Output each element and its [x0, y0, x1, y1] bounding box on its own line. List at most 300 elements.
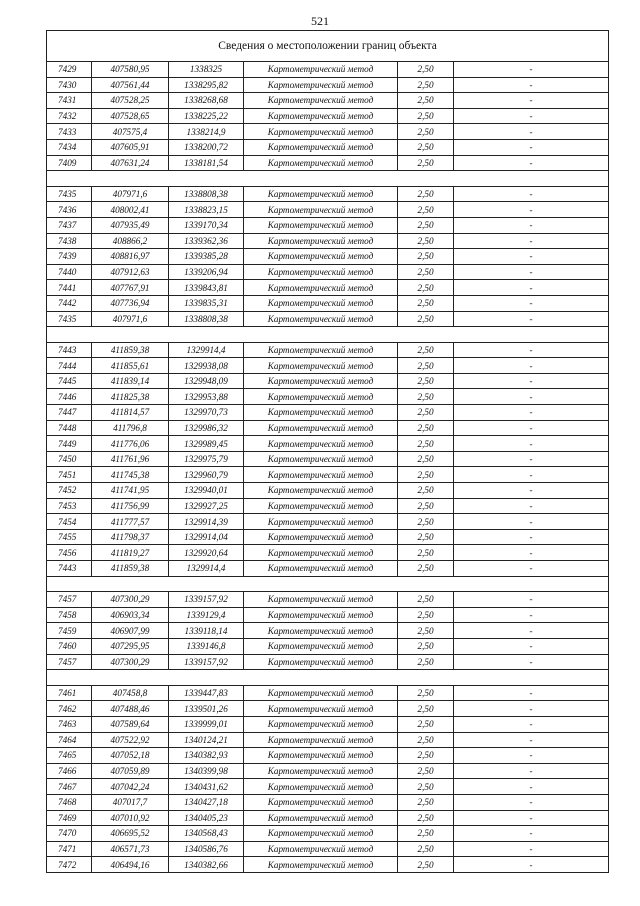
table-row	[47, 685, 609, 701]
x-coordinate-cell: 406903,34	[92, 607, 169, 623]
point-number-cell: 7465	[47, 748, 92, 764]
y-coordinate-cell: 1339385,28	[169, 249, 244, 265]
y-coordinate-cell: 1340568,43	[169, 826, 244, 842]
accuracy-cell: 2,50	[398, 732, 454, 748]
y-coordinate-cell: 1340382,93	[169, 748, 244, 764]
table-row	[47, 139, 609, 155]
note-cell: -	[454, 498, 609, 514]
point-number-cell: 7438	[47, 233, 92, 249]
x-coordinate-cell: 411825,38	[92, 389, 169, 405]
y-coordinate-cell: 1329927,25	[169, 498, 244, 514]
y-coordinate-cell: 1339206,94	[169, 264, 244, 280]
note-cell: -	[454, 233, 609, 249]
y-coordinate-cell: 1338325	[169, 62, 244, 78]
method-cell: Картометрический метод	[244, 280, 398, 296]
x-coordinate-cell: 408002,41	[92, 202, 169, 218]
method-cell: Картометрический метод	[244, 155, 398, 171]
point-number-cell: 7440	[47, 264, 92, 280]
method-cell: Картометрический метод	[244, 794, 398, 810]
note-cell: -	[454, 420, 609, 436]
method-cell: Картометрический метод	[244, 701, 398, 717]
point-number-cell: 7450	[47, 451, 92, 467]
accuracy-cell: 2,50	[398, 467, 454, 483]
x-coordinate-cell: 407295,95	[92, 638, 169, 654]
table-row	[47, 420, 609, 436]
table-row	[47, 233, 609, 249]
table-row	[47, 732, 609, 748]
note-cell: -	[454, 139, 609, 155]
table-row	[47, 108, 609, 124]
point-number-cell: 7429	[47, 62, 92, 78]
table-row	[47, 498, 609, 514]
accuracy-cell: 2,50	[398, 358, 454, 374]
y-coordinate-cell: 1339118,14	[169, 623, 244, 639]
note-cell: -	[454, 217, 609, 233]
method-cell: Картометрический метод	[244, 483, 398, 499]
y-coordinate-cell: 1339170,34	[169, 217, 244, 233]
method-cell: Картометрический метод	[244, 108, 398, 124]
method-cell: Картометрический метод	[244, 592, 398, 608]
x-coordinate-cell: 406695,52	[92, 826, 169, 842]
method-cell: Картометрический метод	[244, 623, 398, 639]
y-coordinate-cell: 1340431,62	[169, 779, 244, 795]
accuracy-cell: 2,50	[398, 186, 454, 202]
note-cell: -	[454, 607, 609, 623]
point-number-cell: 7457	[47, 592, 92, 608]
note-cell: -	[454, 342, 609, 358]
table-row	[47, 467, 609, 483]
note-cell: -	[454, 826, 609, 842]
y-coordinate-cell: 1338268,68	[169, 93, 244, 109]
y-coordinate-cell: 1339835,31	[169, 295, 244, 311]
table-title-row	[47, 31, 609, 62]
method-cell: Картометрический метод	[244, 529, 398, 545]
y-coordinate-cell: 1329914,04	[169, 529, 244, 545]
method-cell: Картометрический метод	[244, 77, 398, 93]
table-row	[47, 389, 609, 405]
point-number-cell: 7434	[47, 139, 92, 155]
point-number-cell: 7459	[47, 623, 92, 639]
y-coordinate-cell: 1340124,21	[169, 732, 244, 748]
point-number-cell: 7466	[47, 763, 92, 779]
note-cell: -	[454, 529, 609, 545]
note-cell: -	[454, 592, 609, 608]
y-coordinate-cell: 1339362,36	[169, 233, 244, 249]
table-row	[47, 529, 609, 545]
x-coordinate-cell: 411756,99	[92, 498, 169, 514]
accuracy-cell: 2,50	[398, 389, 454, 405]
note-cell: -	[454, 701, 609, 717]
method-cell: Картометрический метод	[244, 249, 398, 265]
y-coordinate-cell: 1329960,79	[169, 467, 244, 483]
point-number-cell: 7461	[47, 685, 92, 701]
x-coordinate-cell: 407767,91	[92, 280, 169, 296]
method-cell: Картометрический метод	[244, 451, 398, 467]
x-coordinate-cell: 411859,38	[92, 561, 169, 577]
accuracy-cell: 2,50	[398, 654, 454, 670]
accuracy-cell: 2,50	[398, 202, 454, 218]
method-cell: Картометрический метод	[244, 607, 398, 623]
note-cell: -	[454, 810, 609, 826]
accuracy-cell: 2,50	[398, 233, 454, 249]
y-coordinate-cell: 1339146,8	[169, 638, 244, 654]
x-coordinate-cell: 411798,37	[92, 529, 169, 545]
note-cell: -	[454, 186, 609, 202]
table-row	[47, 451, 609, 467]
point-number-cell: 7457	[47, 654, 92, 670]
x-coordinate-cell: 407605,91	[92, 139, 169, 155]
x-coordinate-cell: 406571,73	[92, 841, 169, 857]
table-row	[47, 358, 609, 374]
note-cell: -	[454, 389, 609, 405]
point-number-cell: 7442	[47, 295, 92, 311]
method-cell: Картометрический метод	[244, 342, 398, 358]
x-coordinate-cell: 407300,29	[92, 654, 169, 670]
point-number-cell: 7439	[47, 249, 92, 265]
group-separator-cell	[47, 576, 609, 592]
y-coordinate-cell: 1340399,98	[169, 763, 244, 779]
table-row	[47, 857, 609, 873]
note-cell: -	[454, 311, 609, 327]
accuracy-cell: 2,50	[398, 638, 454, 654]
x-coordinate-cell: 407052,18	[92, 748, 169, 764]
y-coordinate-cell: 1329938,08	[169, 358, 244, 374]
accuracy-cell: 2,50	[398, 155, 454, 171]
table-row	[47, 295, 609, 311]
table-row	[47, 436, 609, 452]
note-cell: -	[454, 638, 609, 654]
table-row	[47, 249, 609, 265]
x-coordinate-cell: 407458,8	[92, 685, 169, 701]
note-cell: -	[454, 467, 609, 483]
note-cell: -	[454, 62, 609, 78]
method-cell: Картометрический метод	[244, 373, 398, 389]
y-coordinate-cell: 1339129,4	[169, 607, 244, 623]
note-cell: -	[454, 93, 609, 109]
table-row	[47, 701, 609, 717]
x-coordinate-cell: 407017,7	[92, 794, 169, 810]
note-cell: -	[454, 748, 609, 764]
point-number-cell: 7471	[47, 841, 92, 857]
note-cell: -	[454, 202, 609, 218]
y-coordinate-cell: 1338295,82	[169, 77, 244, 93]
method-cell: Картометрический метод	[244, 217, 398, 233]
x-coordinate-cell: 407059,89	[92, 763, 169, 779]
point-number-cell: 7453	[47, 498, 92, 514]
x-coordinate-cell: 407912,63	[92, 264, 169, 280]
x-coordinate-cell: 407631,24	[92, 155, 169, 171]
note-cell: -	[454, 794, 609, 810]
table-row	[47, 545, 609, 561]
accuracy-cell: 2,50	[398, 561, 454, 577]
accuracy-cell: 2,50	[398, 249, 454, 265]
y-coordinate-cell: 1329989,45	[169, 436, 244, 452]
table-row	[47, 155, 609, 171]
accuracy-cell: 2,50	[398, 701, 454, 717]
group-separator-row	[47, 670, 609, 686]
table-row	[47, 77, 609, 93]
table-row	[47, 186, 609, 202]
point-number-cell: 7469	[47, 810, 92, 826]
note-cell: -	[454, 436, 609, 452]
y-coordinate-cell: 1339501,26	[169, 701, 244, 717]
table-title: Сведения о местоположении границ объекта	[47, 31, 609, 62]
table-row	[47, 62, 609, 78]
point-number-cell: 7409	[47, 155, 92, 171]
point-number-cell: 7432	[47, 108, 92, 124]
x-coordinate-cell: 411814,57	[92, 405, 169, 421]
point-number-cell: 7437	[47, 217, 92, 233]
y-coordinate-cell: 1329953,88	[169, 389, 244, 405]
accuracy-cell: 2,50	[398, 514, 454, 530]
note-cell: -	[454, 779, 609, 795]
y-coordinate-cell: 1338225,22	[169, 108, 244, 124]
x-coordinate-cell: 411819,27	[92, 545, 169, 561]
note-cell: -	[454, 561, 609, 577]
note-cell: -	[454, 654, 609, 670]
y-coordinate-cell: 1329914,4	[169, 561, 244, 577]
y-coordinate-cell: 1329948,09	[169, 373, 244, 389]
method-cell: Картометрический метод	[244, 638, 398, 654]
method-cell: Картометрический метод	[244, 295, 398, 311]
table-row	[47, 623, 609, 639]
group-separator-cell	[47, 327, 609, 343]
table-row	[47, 483, 609, 499]
accuracy-cell: 2,50	[398, 607, 454, 623]
x-coordinate-cell: 407971,6	[92, 186, 169, 202]
y-coordinate-cell: 1329920,64	[169, 545, 244, 561]
point-number-cell: 7460	[47, 638, 92, 654]
method-cell: Картометрический метод	[244, 561, 398, 577]
accuracy-cell: 2,50	[398, 217, 454, 233]
point-number-cell: 7446	[47, 389, 92, 405]
table-row	[47, 826, 609, 842]
method-cell: Картометрический метод	[244, 545, 398, 561]
method-cell: Картометрический метод	[244, 139, 398, 155]
x-coordinate-cell: 407528,25	[92, 93, 169, 109]
point-number-cell: 7431	[47, 93, 92, 109]
accuracy-cell: 2,50	[398, 93, 454, 109]
table-row	[47, 342, 609, 358]
point-number-cell: 7456	[47, 545, 92, 561]
method-cell: Картометрический метод	[244, 467, 398, 483]
x-coordinate-cell: 406907,99	[92, 623, 169, 639]
x-coordinate-cell: 411839,14	[92, 373, 169, 389]
y-coordinate-cell: 1329970,73	[169, 405, 244, 421]
accuracy-cell: 2,50	[398, 826, 454, 842]
accuracy-cell: 2,50	[398, 451, 454, 467]
note-cell: -	[454, 358, 609, 374]
method-cell: Картометрический метод	[244, 685, 398, 701]
table-row	[47, 405, 609, 421]
x-coordinate-cell: 407042,24	[92, 779, 169, 795]
x-coordinate-cell: 407522,92	[92, 732, 169, 748]
group-separator-row	[47, 327, 609, 343]
method-cell: Картометрический метод	[244, 498, 398, 514]
point-number-cell: 7464	[47, 732, 92, 748]
y-coordinate-cell: 1338214,9	[169, 124, 244, 140]
y-coordinate-cell: 1340382,66	[169, 857, 244, 873]
table-row	[47, 217, 609, 233]
method-cell: Картометрический метод	[244, 514, 398, 530]
accuracy-cell: 2,50	[398, 841, 454, 857]
point-number-cell: 7463	[47, 716, 92, 732]
point-number-cell: 7449	[47, 436, 92, 452]
note-cell: -	[454, 483, 609, 499]
point-number-cell: 7467	[47, 779, 92, 795]
table-row	[47, 124, 609, 140]
accuracy-cell: 2,50	[398, 373, 454, 389]
accuracy-cell: 2,50	[398, 810, 454, 826]
table-row	[47, 638, 609, 654]
accuracy-cell: 2,50	[398, 545, 454, 561]
point-number-cell: 7436	[47, 202, 92, 218]
method-cell: Картометрический метод	[244, 436, 398, 452]
note-cell: -	[454, 763, 609, 779]
method-cell: Картометрический метод	[244, 233, 398, 249]
note-cell: -	[454, 108, 609, 124]
accuracy-cell: 2,50	[398, 498, 454, 514]
point-number-cell: 7435	[47, 311, 92, 327]
point-number-cell: 7458	[47, 607, 92, 623]
method-cell: Картометрический метод	[244, 358, 398, 374]
accuracy-cell: 2,50	[398, 592, 454, 608]
y-coordinate-cell: 1339157,92	[169, 592, 244, 608]
point-number-cell: 7472	[47, 857, 92, 873]
point-number-cell: 7454	[47, 514, 92, 530]
table-row	[47, 794, 609, 810]
accuracy-cell: 2,50	[398, 139, 454, 155]
accuracy-cell: 2,50	[398, 779, 454, 795]
note-cell: -	[454, 264, 609, 280]
table-row	[47, 716, 609, 732]
note-cell: -	[454, 295, 609, 311]
accuracy-cell: 2,50	[398, 436, 454, 452]
y-coordinate-cell: 1329986,32	[169, 420, 244, 436]
table-row	[47, 93, 609, 109]
point-number-cell: 7470	[47, 826, 92, 842]
accuracy-cell: 2,50	[398, 405, 454, 421]
accuracy-cell: 2,50	[398, 342, 454, 358]
x-coordinate-cell: 406494,16	[92, 857, 169, 873]
point-number-cell: 7447	[47, 405, 92, 421]
point-number-cell: 7451	[47, 467, 92, 483]
x-coordinate-cell: 408866,2	[92, 233, 169, 249]
method-cell: Картометрический метод	[244, 763, 398, 779]
accuracy-cell: 2,50	[398, 264, 454, 280]
note-cell: -	[454, 857, 609, 873]
group-separator-cell	[47, 670, 609, 686]
y-coordinate-cell: 1340405,23	[169, 810, 244, 826]
x-coordinate-cell: 411855,61	[92, 358, 169, 374]
group-separator-cell	[47, 171, 609, 187]
point-number-cell: 7433	[47, 124, 92, 140]
table-row	[47, 561, 609, 577]
y-coordinate-cell: 1339999,01	[169, 716, 244, 732]
method-cell: Картометрический метод	[244, 62, 398, 78]
y-coordinate-cell: 1339447,83	[169, 685, 244, 701]
point-number-cell: 7445	[47, 373, 92, 389]
x-coordinate-cell: 407971,6	[92, 311, 169, 327]
group-separator-row	[47, 171, 609, 187]
table-row	[47, 202, 609, 218]
y-coordinate-cell: 1338808,38	[169, 311, 244, 327]
x-coordinate-cell: 407300,29	[92, 592, 169, 608]
method-cell: Картометрический метод	[244, 202, 398, 218]
note-cell: -	[454, 623, 609, 639]
table-row	[47, 373, 609, 389]
x-coordinate-cell: 411777,57	[92, 514, 169, 530]
point-number-cell: 7443	[47, 561, 92, 577]
point-number-cell: 7455	[47, 529, 92, 545]
table-row	[47, 779, 609, 795]
table-body	[47, 31, 609, 873]
y-coordinate-cell: 1338808,38	[169, 186, 244, 202]
note-cell: -	[454, 545, 609, 561]
table-row	[47, 841, 609, 857]
note-cell: -	[454, 841, 609, 857]
note-cell: -	[454, 685, 609, 701]
x-coordinate-cell: 407589,64	[92, 716, 169, 732]
x-coordinate-cell: 407528,65	[92, 108, 169, 124]
point-number-cell: 7448	[47, 420, 92, 436]
method-cell: Картометрический метод	[244, 732, 398, 748]
x-coordinate-cell: 411796,8	[92, 420, 169, 436]
note-cell: -	[454, 451, 609, 467]
table-row	[47, 748, 609, 764]
table-row	[47, 311, 609, 327]
accuracy-cell: 2,50	[398, 483, 454, 499]
method-cell: Картометрический метод	[244, 264, 398, 280]
accuracy-cell: 2,50	[398, 280, 454, 296]
x-coordinate-cell: 411761,96	[92, 451, 169, 467]
accuracy-cell: 2,50	[398, 124, 454, 140]
point-number-cell: 7430	[47, 77, 92, 93]
y-coordinate-cell: 1338181,54	[169, 155, 244, 171]
point-number-cell: 7462	[47, 701, 92, 717]
method-cell: Картометрический метод	[244, 186, 398, 202]
accuracy-cell: 2,50	[398, 685, 454, 701]
method-cell: Картометрический метод	[244, 826, 398, 842]
accuracy-cell: 2,50	[398, 716, 454, 732]
table-row	[47, 514, 609, 530]
y-coordinate-cell: 1329914,39	[169, 514, 244, 530]
accuracy-cell: 2,50	[398, 77, 454, 93]
table-row	[47, 763, 609, 779]
accuracy-cell: 2,50	[398, 62, 454, 78]
method-cell: Картометрический метод	[244, 405, 398, 421]
table-row	[47, 592, 609, 608]
y-coordinate-cell: 1339843,81	[169, 280, 244, 296]
method-cell: Картометрический метод	[244, 93, 398, 109]
x-coordinate-cell: 407580,95	[92, 62, 169, 78]
accuracy-cell: 2,50	[398, 794, 454, 810]
y-coordinate-cell: 1338823,15	[169, 202, 244, 218]
table-row	[47, 264, 609, 280]
table-row	[47, 654, 609, 670]
accuracy-cell: 2,50	[398, 108, 454, 124]
page-number: 521	[311, 14, 329, 28]
method-cell: Картометрический метод	[244, 779, 398, 795]
accuracy-cell: 2,50	[398, 763, 454, 779]
note-cell: -	[454, 124, 609, 140]
accuracy-cell: 2,50	[398, 748, 454, 764]
method-cell: Картометрический метод	[244, 748, 398, 764]
method-cell: Картометрический метод	[244, 311, 398, 327]
y-coordinate-cell: 1329975,79	[169, 451, 244, 467]
y-coordinate-cell: 1338200,72	[169, 139, 244, 155]
point-number-cell: 7452	[47, 483, 92, 499]
